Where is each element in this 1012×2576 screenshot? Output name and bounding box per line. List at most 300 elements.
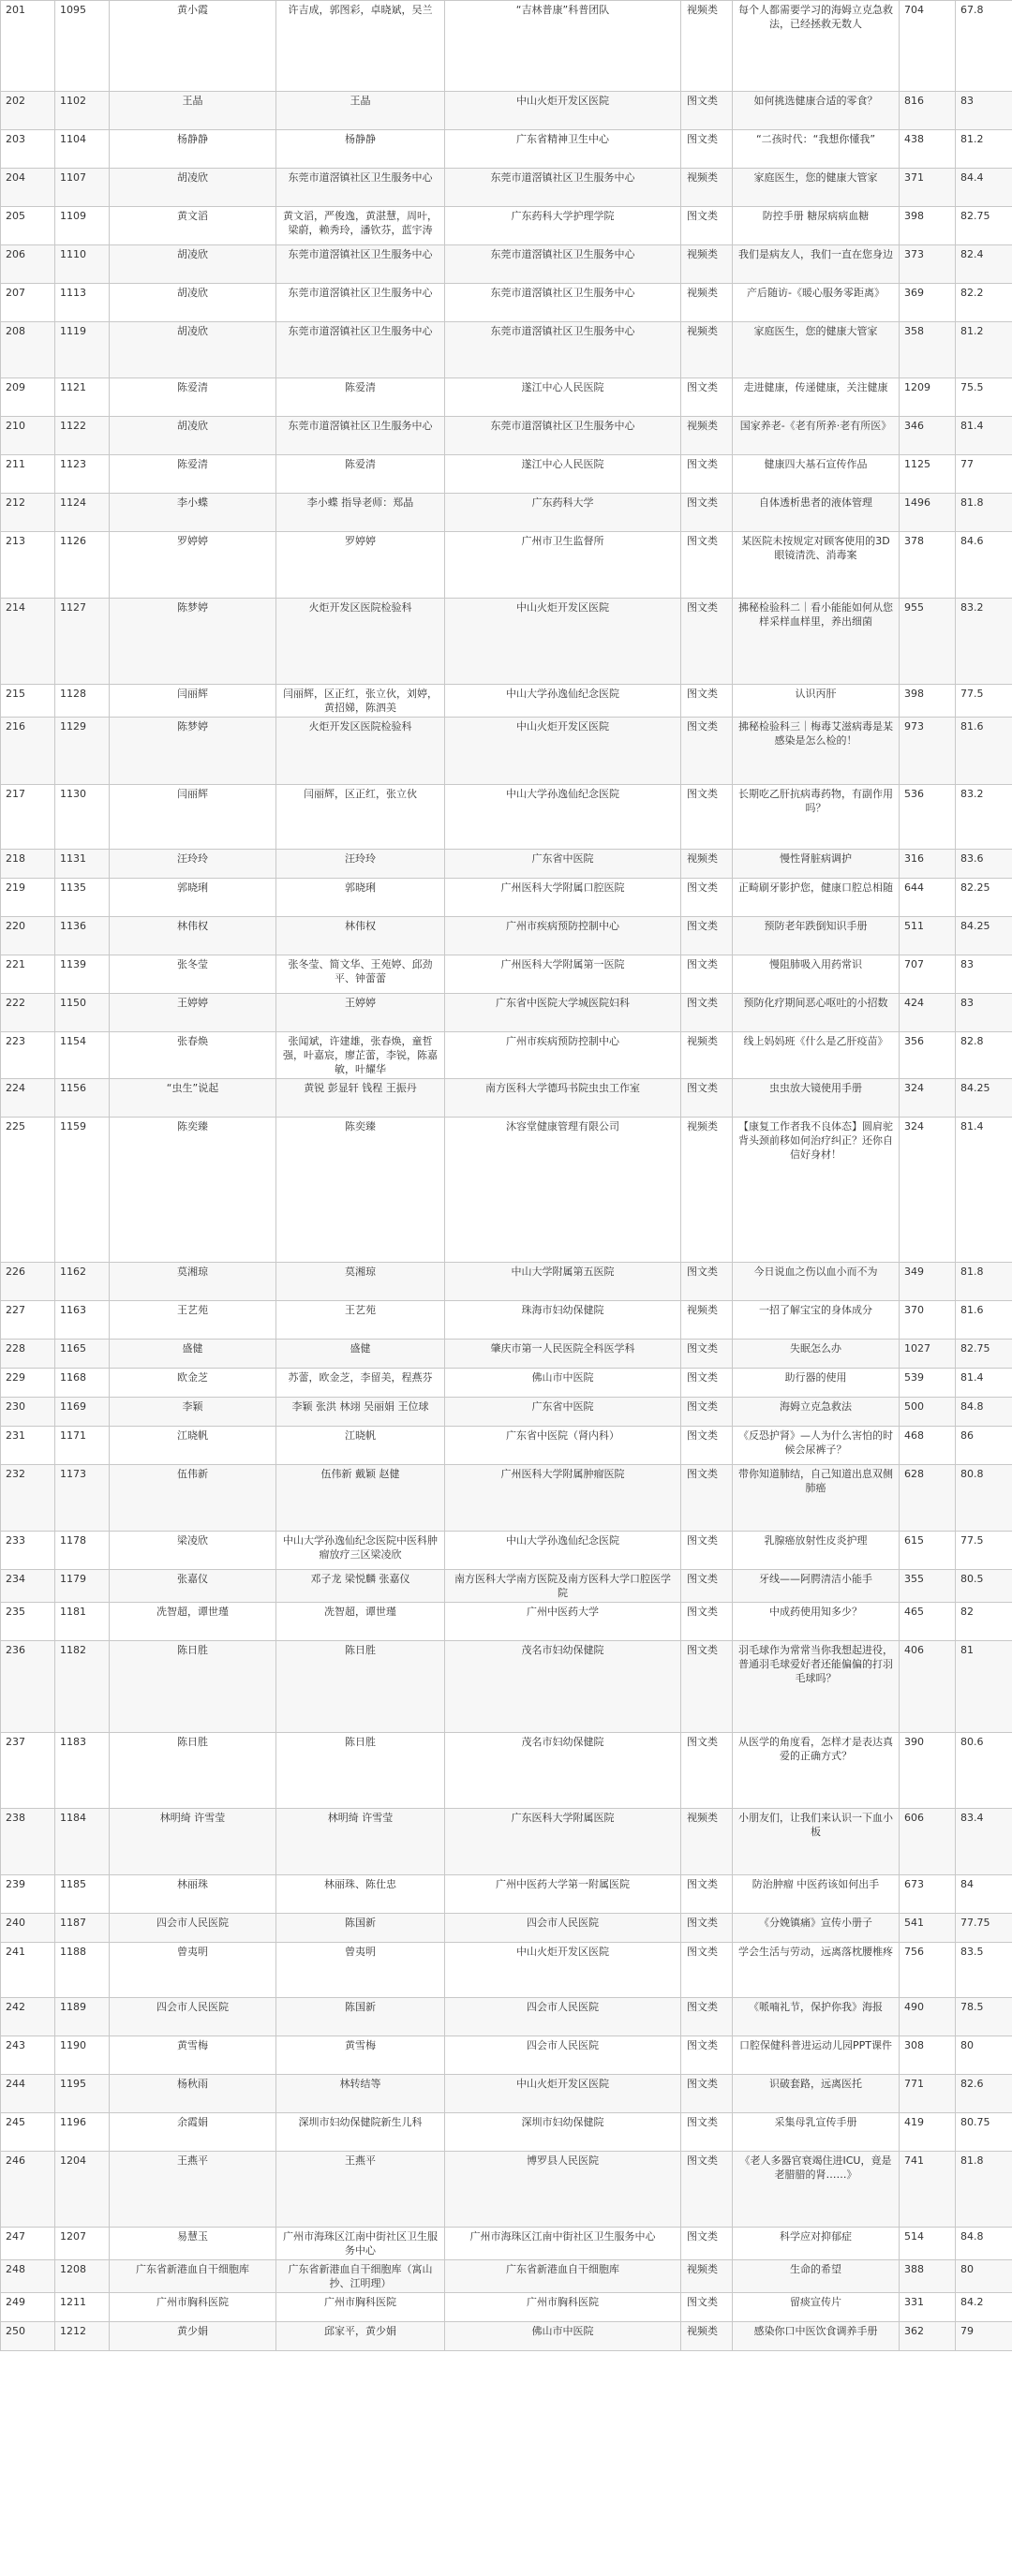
cell-score: 82.6 xyxy=(956,2075,1012,2113)
cell-unit: 广东药科大学 xyxy=(445,494,681,532)
cell-votes: 536 xyxy=(900,785,956,850)
cell-id: 1113 xyxy=(55,284,110,322)
cell-no: 215 xyxy=(1,685,55,718)
cell-title: 《反恐护肾》—人为什么害怕的时候会尿裤子？ xyxy=(733,1427,900,1465)
cell-id: 1207 xyxy=(55,2228,110,2260)
cell-votes: 539 xyxy=(900,1369,956,1398)
cell-unit: 东莞市道滘镇社区卫生服务中心 xyxy=(445,169,681,207)
table-row xyxy=(1,1641,1012,1733)
table-row xyxy=(1,1603,1012,1641)
cell-title: 正畸刷牙影护您，健康口腔总相随 xyxy=(733,879,900,917)
cell-author: 陈日胜 xyxy=(110,1641,276,1733)
cell-author: 汪玲玲 xyxy=(110,850,276,879)
cell-title: 线上妈妈班《什么是乙肝疫苗》 xyxy=(733,1032,900,1079)
cell-title: 某医院未按规定对顾客使用的3D眼镜清洗、消毒案 xyxy=(733,532,900,599)
cell-votes: 419 xyxy=(900,2113,956,2152)
cell-author: 黄少娟 xyxy=(110,2322,276,2351)
cell-id: 1179 xyxy=(55,1570,110,1603)
cell-score: 82.25 xyxy=(956,879,1012,917)
cell-no: 213 xyxy=(1,532,55,599)
cell-score: 84.25 xyxy=(956,1079,1012,1118)
cell-id: 1178 xyxy=(55,1532,110,1570)
cell-votes: 468 xyxy=(900,1427,956,1465)
cell-title: 健康四大基石宣传作品 xyxy=(733,455,900,494)
cell-no: 250 xyxy=(1,2322,55,2351)
cell-type: 图文类 xyxy=(681,2152,733,2228)
table-row xyxy=(1,1943,1012,1998)
cell-score: 82.4 xyxy=(956,245,1012,284)
cell-votes: 371 xyxy=(900,169,956,207)
cell-author: 王艺苑 xyxy=(110,1301,276,1340)
cell-unit: 广州市疾病预防控制中心 xyxy=(445,917,681,955)
cell-votes: 398 xyxy=(900,207,956,245)
cell-type: 图文类 xyxy=(681,1465,733,1532)
cell-no: 208 xyxy=(1,322,55,378)
cell-votes: 771 xyxy=(900,2075,956,2113)
cell-author: 林丽珠 xyxy=(110,1875,276,1914)
cell-title: 如何挑选健康合适的零食？ xyxy=(733,92,900,130)
cell-type: 图文类 xyxy=(681,207,733,245)
cell-members: 黄锐 彭显轩 钱程 王振丹 xyxy=(276,1079,445,1118)
table-row xyxy=(1,169,1012,207)
cell-type: 图文类 xyxy=(681,1570,733,1603)
cell-type: 图文类 xyxy=(681,2228,733,2260)
cell-no: 227 xyxy=(1,1301,55,1340)
cell-members: 王燕平 xyxy=(276,2152,445,2228)
cell-id: 1188 xyxy=(55,1943,110,1998)
cell-unit: 遂江中心人民医院 xyxy=(445,378,681,417)
cell-members: 莫湘琼 xyxy=(276,1263,445,1301)
cell-no: 240 xyxy=(1,1914,55,1943)
cell-members: 深圳市妇幼保健院新生儿科 xyxy=(276,2113,445,2152)
cell-no: 242 xyxy=(1,1998,55,2036)
cell-id: 1139 xyxy=(55,955,110,994)
cell-author: 梁凌欣 xyxy=(110,1532,276,1570)
cell-author: 王晶 xyxy=(110,92,276,130)
table-row xyxy=(1,599,1012,685)
table-row xyxy=(1,1079,1012,1118)
cell-title: 小朋友们，让我们来认识一下血小板 xyxy=(733,1809,900,1875)
cell-votes: 511 xyxy=(900,917,956,955)
cell-title: 自体透析患者的液体管理 xyxy=(733,494,900,532)
cell-members: 陈日胜 xyxy=(276,1641,445,1733)
cell-no: 232 xyxy=(1,1465,55,1532)
cell-id: 1095 xyxy=(55,1,110,92)
cell-author: 黄雪梅 xyxy=(110,2036,276,2075)
cell-type: 图文类 xyxy=(681,2113,733,2152)
cell-type: 图文类 xyxy=(681,994,733,1032)
cell-type: 图文类 xyxy=(681,1398,733,1427)
cell-type: 视频类 xyxy=(681,245,733,284)
cell-score: 79 xyxy=(956,2322,1012,2351)
table-row xyxy=(1,850,1012,879)
cell-unit: 中山火炬开发区医院 xyxy=(445,92,681,130)
cell-unit: 东莞市道滘镇社区卫生服务中心 xyxy=(445,322,681,378)
cell-no: 238 xyxy=(1,1809,55,1875)
cell-members: 罗婷婷 xyxy=(276,532,445,599)
cell-score: 78.5 xyxy=(956,1998,1012,2036)
table-row xyxy=(1,2036,1012,2075)
cell-no: 221 xyxy=(1,955,55,994)
cell-members: 东莞市道滘镇社区卫生服务中心 xyxy=(276,417,445,455)
cell-title: 今日说血之伤以血小而不为 xyxy=(733,1263,900,1301)
cell-score: 84.25 xyxy=(956,917,1012,955)
cell-members: 闫丽辉，区正红，张立伙 xyxy=(276,785,445,850)
cell-title: 家庭医生，您的健康大管家 xyxy=(733,169,900,207)
cell-unit: 广州医科大学附属肿瘤医院 xyxy=(445,1465,681,1532)
cell-score: 82 xyxy=(956,1603,1012,1641)
cell-no: 202 xyxy=(1,92,55,130)
cell-no: 244 xyxy=(1,2075,55,2113)
cell-author: 冼智超，谭世瑾 xyxy=(110,1603,276,1641)
cell-score: 82.75 xyxy=(956,207,1012,245)
cell-author: 闫丽辉 xyxy=(110,785,276,850)
cell-score: 83.4 xyxy=(956,1809,1012,1875)
cell-id: 1128 xyxy=(55,685,110,718)
cell-id: 1122 xyxy=(55,417,110,455)
cell-members: 盛健 xyxy=(276,1340,445,1369)
cell-type: 图文类 xyxy=(681,2075,733,2113)
table-row xyxy=(1,785,1012,850)
cell-id: 1189 xyxy=(55,1998,110,2036)
cell-type: 视频类 xyxy=(681,1118,733,1263)
table-row xyxy=(1,718,1012,785)
cell-votes: 378 xyxy=(900,532,956,599)
cell-votes: 406 xyxy=(900,1641,956,1733)
cell-author: 王婷婷 xyxy=(110,994,276,1032)
cell-title: 《老人多器官衰竭住进ICU，竟是老腊腊的肾……》 xyxy=(733,2152,900,2228)
cell-members: 黄文滔，严俊逸，黄湛慧，周叶，梁蔚，赖秀玲，潘钦芬，蓝宇涛 xyxy=(276,207,445,245)
cell-members: 邱家平，黄少娟 xyxy=(276,2322,445,2351)
table-row xyxy=(1,1301,1012,1340)
cell-title: 海姆立克急救法 xyxy=(733,1398,900,1427)
cell-title: 《哌喃礼节，保护你我》海报 xyxy=(733,1998,900,2036)
cell-unit: 中山火炬开发区医院 xyxy=(445,1943,681,1998)
cell-title: 长期吃乙肝抗病毒药物，有副作用吗？ xyxy=(733,785,900,850)
cell-votes: 398 xyxy=(900,685,956,718)
cell-id: 1104 xyxy=(55,130,110,169)
cell-title: 科学应对抑郁症 xyxy=(733,2228,900,2260)
cell-members: 火炬开发区医院检验科 xyxy=(276,599,445,685)
cell-title: 识破套路，远离医托 xyxy=(733,2075,900,2113)
cell-score: 84 xyxy=(956,1875,1012,1914)
table-row xyxy=(1,1398,1012,1427)
cell-author: 罗婷婷 xyxy=(110,532,276,599)
cell-score: 80.6 xyxy=(956,1733,1012,1809)
cell-id: 1185 xyxy=(55,1875,110,1914)
cell-author: 陈梦婷 xyxy=(110,599,276,685)
cell-id: 1181 xyxy=(55,1603,110,1641)
cell-score: 81.4 xyxy=(956,417,1012,455)
cell-unit: 佛山市中医院 xyxy=(445,2322,681,2351)
cell-id: 1204 xyxy=(55,2152,110,2228)
cell-author: 郭晓琍 xyxy=(110,879,276,917)
cell-type: 视频类 xyxy=(681,417,733,455)
cell-unit: 中山大学孙逸仙纪念医院 xyxy=(445,785,681,850)
cell-votes: 1496 xyxy=(900,494,956,532)
cell-type: 视频类 xyxy=(681,1,733,92)
cell-author: 四会市人民医院 xyxy=(110,1914,276,1943)
cell-unit: 四会市人民医院 xyxy=(445,2036,681,2075)
cell-author: 王燕平 xyxy=(110,2152,276,2228)
table-row xyxy=(1,207,1012,245)
cell-score: 84.4 xyxy=(956,169,1012,207)
cell-id: 1107 xyxy=(55,169,110,207)
cell-type: 图文类 xyxy=(681,1914,733,1943)
cell-members: 林丽珠、陈仕忠 xyxy=(276,1875,445,1914)
table-row xyxy=(1,879,1012,917)
cell-type: 图文类 xyxy=(681,1641,733,1733)
cell-unit: 东莞市道滘镇社区卫生服务中心 xyxy=(445,417,681,455)
cell-votes: 606 xyxy=(900,1809,956,1875)
cell-type: 图文类 xyxy=(681,532,733,599)
table-row xyxy=(1,994,1012,1032)
cell-votes: 490 xyxy=(900,1998,956,2036)
cell-type: 图文类 xyxy=(681,1079,733,1118)
cell-type: 图文类 xyxy=(681,1875,733,1914)
cell-unit: 深圳市妇幼保健院 xyxy=(445,2113,681,2152)
cell-id: 1130 xyxy=(55,785,110,850)
cell-members: 陈国新 xyxy=(276,1998,445,2036)
table-row xyxy=(1,1998,1012,2036)
cell-id: 1156 xyxy=(55,1079,110,1118)
cell-title: 预防化疗期间恶心呕吐的小招数 xyxy=(733,994,900,1032)
cell-no: 204 xyxy=(1,169,55,207)
cell-type: 图文类 xyxy=(681,685,733,718)
cell-title: 防控手册 糖尿病病血糖 xyxy=(733,207,900,245)
cell-score: 81.4 xyxy=(956,1118,1012,1263)
cell-unit: 沐容堂健康管理有限公司 xyxy=(445,1118,681,1263)
cell-members: 苏蕾，欧金芝，李留美，程燕芬 xyxy=(276,1369,445,1398)
cell-id: 1168 xyxy=(55,1369,110,1398)
cell-unit: 南方医科大学南方医院及南方医科大学口腔医学院 xyxy=(445,1570,681,1603)
cell-id: 1129 xyxy=(55,718,110,785)
cell-author: 盛健 xyxy=(110,1340,276,1369)
table-row xyxy=(1,1733,1012,1809)
cell-id: 1110 xyxy=(55,245,110,284)
cell-author: “虫生”说起 xyxy=(110,1079,276,1118)
cell-no: 203 xyxy=(1,130,55,169)
cell-members: 东莞市道滘镇社区卫生服务中心 xyxy=(276,284,445,322)
table-row xyxy=(1,1465,1012,1532)
cell-no: 243 xyxy=(1,2036,55,2075)
cell-title: 认识丙肝 xyxy=(733,685,900,718)
cell-title: 助行器的使用 xyxy=(733,1369,900,1398)
cell-title: 产后随访-《暖心服务零距离》 xyxy=(733,284,900,322)
cell-title: 国家养老-《老有所养·老有所医》 xyxy=(733,417,900,455)
cell-id: 1121 xyxy=(55,378,110,417)
cell-score: 83 xyxy=(956,994,1012,1032)
cell-no: 209 xyxy=(1,378,55,417)
cell-score: 80.75 xyxy=(956,2113,1012,2152)
cell-members: 陈爱清 xyxy=(276,378,445,417)
cell-type: 图文类 xyxy=(681,917,733,955)
cell-title: 带你知道肺结，自己知道出息双侧肺癌 xyxy=(733,1465,900,1532)
cell-author: 张嘉仪 xyxy=(110,1570,276,1603)
cell-no: 205 xyxy=(1,207,55,245)
cell-members: 张冬莹、简文华、王苑婷、邱劲平、钟蕾蕾 xyxy=(276,955,445,994)
cell-type: 图文类 xyxy=(681,1340,733,1369)
cell-votes: 756 xyxy=(900,1943,956,1998)
cell-id: 1102 xyxy=(55,92,110,130)
cell-members: 许吉成，郭图彩，卓晓斌，吴兰 xyxy=(276,1,445,92)
cell-members: 广州市胸科医院 xyxy=(276,2293,445,2322)
cell-type: 图文类 xyxy=(681,879,733,917)
cell-title: 家庭医生，您的健康大管家 xyxy=(733,322,900,378)
cell-type: 图文类 xyxy=(681,955,733,994)
cell-votes: 1027 xyxy=(900,1340,956,1369)
cell-score: 80.8 xyxy=(956,1465,1012,1532)
cell-score: 81.8 xyxy=(956,1263,1012,1301)
cell-unit: 广州市卫生监督所 xyxy=(445,532,681,599)
cell-author: 陈梦婷 xyxy=(110,718,276,785)
cell-id: 1212 xyxy=(55,2322,110,2351)
cell-score: 84.8 xyxy=(956,1398,1012,1427)
cell-id: 1136 xyxy=(55,917,110,955)
cell-unit: 广州医科大学附属口腔医院 xyxy=(445,879,681,917)
table-row xyxy=(1,2293,1012,2322)
cell-author: 杨秋雨 xyxy=(110,2075,276,2113)
cell-author: 江晓帆 xyxy=(110,1427,276,1465)
cell-unit: 中山大学孙逸仙纪念医院 xyxy=(445,1532,681,1570)
table-row xyxy=(1,532,1012,599)
cell-id: 1173 xyxy=(55,1465,110,1532)
cell-type: 视频类 xyxy=(681,2322,733,2351)
cell-author: 胡凌欣 xyxy=(110,169,276,207)
cell-members: 林明绮 许雪莹 xyxy=(276,1809,445,1875)
cell-unit: 中山大学孙逸仙纪念医院 xyxy=(445,685,681,718)
cell-unit: 广东省中医院（肾内科） xyxy=(445,1427,681,1465)
cell-unit: 广州中医药大学第一附属医院 xyxy=(445,1875,681,1914)
cell-members: 东莞市道滘镇社区卫生服务中心 xyxy=(276,169,445,207)
cell-votes: 356 xyxy=(900,1032,956,1079)
cell-votes: 362 xyxy=(900,2322,956,2351)
cell-score: 84.8 xyxy=(956,2228,1012,2260)
cell-author: 余霞娟 xyxy=(110,2113,276,2152)
cell-type: 视频类 xyxy=(681,322,733,378)
cell-votes: 741 xyxy=(900,2152,956,2228)
cell-members: 江晓帆 xyxy=(276,1427,445,1465)
table-row xyxy=(1,1532,1012,1570)
cell-type: 图文类 xyxy=(681,92,733,130)
cell-score: 81 xyxy=(956,1641,1012,1733)
cell-author: 林伟权 xyxy=(110,917,276,955)
table-row xyxy=(1,455,1012,494)
cell-type: 图文类 xyxy=(681,378,733,417)
cell-author: 胡凌欣 xyxy=(110,284,276,322)
cell-id: 1135 xyxy=(55,879,110,917)
table-row xyxy=(1,494,1012,532)
cell-score: 81.2 xyxy=(956,130,1012,169)
cell-type: 图文类 xyxy=(681,2293,733,2322)
cell-author: 胡凌欣 xyxy=(110,322,276,378)
cell-score: 83.5 xyxy=(956,1943,1012,1998)
table-row xyxy=(1,245,1012,284)
cell-unit: 茂名市妇幼保健院 xyxy=(445,1641,681,1733)
cell-author: 四会市人民医院 xyxy=(110,1998,276,2036)
cell-score: 83.6 xyxy=(956,850,1012,879)
cell-author: 陈爱清 xyxy=(110,378,276,417)
cell-votes: 324 xyxy=(900,1118,956,1263)
cell-score: 81.6 xyxy=(956,1301,1012,1340)
cell-no: 246 xyxy=(1,2152,55,2228)
cell-author: 曾夷明 xyxy=(110,1943,276,1998)
cell-type: 图文类 xyxy=(681,1943,733,1998)
cell-no: 216 xyxy=(1,718,55,785)
cell-author: 欧金芝 xyxy=(110,1369,276,1398)
cell-no: 231 xyxy=(1,1427,55,1465)
cell-title: 走进健康，传递健康，关注健康 xyxy=(733,378,900,417)
cell-title: 乳腺癌放射性皮炎护理 xyxy=(733,1532,900,1570)
table-row xyxy=(1,955,1012,994)
cell-votes: 673 xyxy=(900,1875,956,1914)
cell-unit: 广州市海珠区江南中街社区卫生服务中心 xyxy=(445,2228,681,2260)
cell-score: 77 xyxy=(956,455,1012,494)
table-row xyxy=(1,378,1012,417)
cell-no: 226 xyxy=(1,1263,55,1301)
cell-votes: 346 xyxy=(900,417,956,455)
cell-members: 陈日胜 xyxy=(276,1733,445,1809)
table-row xyxy=(1,2322,1012,2351)
cell-votes: 370 xyxy=(900,1301,956,1340)
cell-score: 77.5 xyxy=(956,1532,1012,1570)
cell-unit: 中山火炬开发区医院 xyxy=(445,718,681,785)
cell-score: 82.2 xyxy=(956,284,1012,322)
cell-score: 81.8 xyxy=(956,494,1012,532)
cell-unit: 广东药科大学护理学院 xyxy=(445,207,681,245)
cell-no: 212 xyxy=(1,494,55,532)
cell-type: 图文类 xyxy=(681,1369,733,1398)
cell-members: 东莞市道滘镇社区卫生服务中心 xyxy=(276,245,445,284)
cell-author: 陈奕臻 xyxy=(110,1118,276,1263)
cell-type: 图文类 xyxy=(681,1532,733,1570)
table-row xyxy=(1,322,1012,378)
table-row xyxy=(1,685,1012,718)
cell-author: 胡凌欣 xyxy=(110,417,276,455)
cell-score: 83.2 xyxy=(956,599,1012,685)
cell-type: 图文类 xyxy=(681,599,733,685)
table-row xyxy=(1,92,1012,130)
cell-members: 陈国新 xyxy=(276,1914,445,1943)
cell-unit: 中山火炬开发区医院 xyxy=(445,599,681,685)
cell-id: 1150 xyxy=(55,994,110,1032)
cell-no: 245 xyxy=(1,2113,55,2152)
table-row xyxy=(1,1,1012,92)
cell-author: 林明绮 许雪莹 xyxy=(110,1809,276,1875)
cell-no: 201 xyxy=(1,1,55,92)
table-row xyxy=(1,2113,1012,2152)
cell-votes: 331 xyxy=(900,2293,956,2322)
cell-author: 李小蝶 xyxy=(110,494,276,532)
cell-title: 羽毛球作为常常当你我想起进役，普通羽毛球爱好者还能偏偏的打羽毛球吗？ xyxy=(733,1641,900,1733)
cell-type: 图文类 xyxy=(681,785,733,850)
cell-title: 中成药使用知多少？ xyxy=(733,1603,900,1641)
cell-votes: 324 xyxy=(900,1079,956,1118)
cell-title: “二孩时代：“我想你懂我” xyxy=(733,130,900,169)
cell-id: 1109 xyxy=(55,207,110,245)
cell-no: 228 xyxy=(1,1340,55,1369)
table-row xyxy=(1,1263,1012,1301)
cell-unit: 遂江中心人民医院 xyxy=(445,455,681,494)
cell-unit: 东莞市道滘镇社区卫生服务中心 xyxy=(445,284,681,322)
table-row xyxy=(1,1875,1012,1914)
cell-members: 曾夷明 xyxy=(276,1943,445,1998)
cell-id: 1119 xyxy=(55,322,110,378)
cell-no: 220 xyxy=(1,917,55,955)
cell-unit: 茂名市妇幼保健院 xyxy=(445,1733,681,1809)
cell-title: 采集母乳宣传手册 xyxy=(733,2113,900,2152)
cell-no: 239 xyxy=(1,1875,55,1914)
